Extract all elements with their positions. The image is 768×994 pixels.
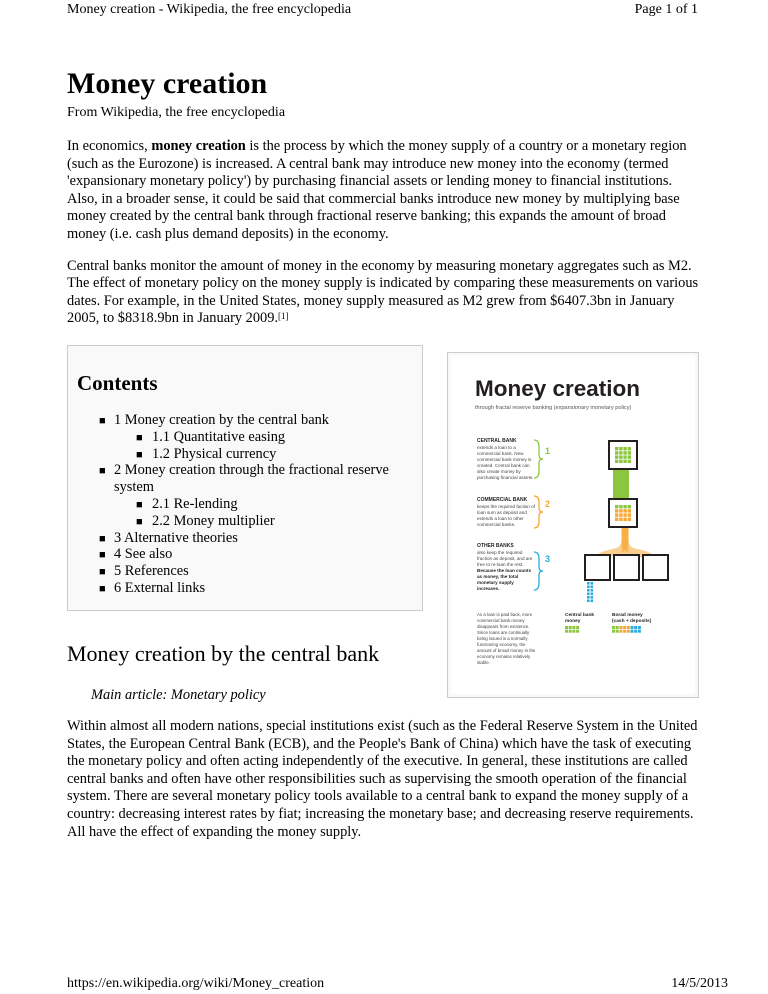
- money-square-icon: [587, 596, 590, 599]
- money-square-icon: [619, 509, 622, 512]
- other-bank-box-icon: [585, 555, 610, 580]
- other-banks-heading: OTHER BANKS: [477, 543, 514, 549]
- money-square-icon: [631, 626, 634, 629]
- money-square-icon: [623, 455, 626, 458]
- money-square-icon: [616, 626, 619, 629]
- money-square-icon: [619, 451, 622, 454]
- figure-text-line: increases.: [477, 586, 500, 591]
- toc-item-label[interactable]: 6 External links: [114, 579, 206, 596]
- figure-text-line: commercial bank. New: [477, 451, 524, 456]
- print-header-page: Page 1 of 1: [634, 2, 698, 17]
- toc-item[interactable]: [68, 429, 422, 446]
- money-square-icon: [619, 513, 622, 516]
- intro-text-rest: is the process by which the money supply of a country or a monetary region (such as the Eurozone) is increased. A central bank may introduce new money into the economy (termed 'expansionary monetary policy') by purchasing financial assets or lending money to financial institutions. Also, in a broader sense, it could be said that commercial banks introduce new money by multiplying base money created by the central bank through fractional reserve banking; this expands the amount of broad money (i.e. cash plus demand deposits) in the economy.: [67, 138, 687, 242]
- figure-text-line: monetary supply: [477, 580, 514, 585]
- article-body: [67, 64, 699, 342]
- money-square-icon: [615, 513, 618, 516]
- money-square-icon: [616, 630, 619, 633]
- bullet-icon: ■: [99, 532, 106, 545]
- figure-text-line: also keep the required: [477, 550, 523, 555]
- money-square-icon: [634, 626, 637, 629]
- money-square-icon: [591, 600, 594, 603]
- money-square-icon: [615, 518, 618, 521]
- table-of-contents: [67, 345, 423, 611]
- section-paragraph: Within almost all modern nations, special institutions exist (such as the Federal Reserve System in the United States, the European Central Bank (ECB), and the People's Bank of China) which have the task of executing the monetary policy and often acting independently of the executive. In general, these institutions are called central banks and often have other responsibilities such as supervising the smooth operation of the financial system. There are several monetary policy tools available to a central bank to expand the money supply of a country: decreasing interest rates by fiat; increasing the monetary base; and decreasing reserve requirements. All have the effect of expanding the money supply.: [67, 718, 698, 840]
- commercial-bank-box-icon: [609, 499, 637, 527]
- money-square-icon: [628, 513, 631, 516]
- money-square-icon: [623, 451, 626, 454]
- money-square-icon: [627, 630, 630, 633]
- legend-broad-money: Borad money: [612, 613, 643, 618]
- money-square-icon: [628, 505, 631, 508]
- figure-text-line: being issued is a normally: [477, 636, 528, 641]
- money-square-icon: [615, 505, 618, 508]
- intro-text: In economics,: [67, 138, 152, 154]
- money-square-icon: [615, 509, 618, 512]
- bullet-icon: ■: [99, 549, 106, 562]
- figure-text-line: created. Central bank can: [477, 463, 530, 468]
- toc-item[interactable]: [68, 496, 422, 513]
- toc-item-label[interactable]: 5 References: [114, 563, 189, 580]
- money-square-icon: [623, 513, 626, 516]
- figure-text-line: keeps the required faction of: [477, 504, 535, 509]
- m2-text: Central banks monitor the amount of money in the economy by measuring monetary aggregates such as M2. The effect of monetary policy on the money supply is indicated by comparing these measurements on various dates. For example, in the United States, money supply measured as M2 grew from $6407.3bn in January 2005, to $8318.9bn in January 2009.: [67, 257, 699, 327]
- bullet-icon: ■: [136, 515, 143, 528]
- bullet-icon: ■: [136, 498, 143, 511]
- figure-title: Money creation: [475, 376, 641, 401]
- step-3-label: 3: [545, 554, 551, 564]
- money-square-icon: [619, 447, 622, 450]
- money-square-icon: [628, 518, 631, 521]
- money-square-icon: [572, 626, 575, 629]
- intro-term: money creation: [151, 138, 246, 154]
- money-square-icon: [576, 626, 579, 629]
- toc-item[interactable]: [68, 546, 422, 563]
- money-square-icon: [572, 630, 575, 633]
- central-bank-box-icon: [609, 441, 637, 469]
- toc-item-label[interactable]: 4 See also: [114, 546, 173, 563]
- money-square-icon: [628, 509, 631, 512]
- figure-text-line: commercial bank money is: [477, 457, 532, 462]
- money-square-icon: [612, 630, 615, 633]
- section-central-bank: [67, 640, 699, 855]
- print-header-title: Money creation - Wikipedia, the free encyclopedia: [67, 2, 352, 17]
- page-title: Money creation: [67, 67, 268, 100]
- toc-item-label[interactable]: 3 Alternative theories: [114, 529, 238, 546]
- money-square-icon: [565, 626, 568, 629]
- bullet-icon: ■: [99, 582, 106, 595]
- toc-item[interactable]: [68, 563, 422, 580]
- money-square-icon: [587, 600, 590, 603]
- bullet-icon: ■: [136, 431, 143, 444]
- toc-item-label[interactable]: 2 Money creation through the fractional reserve system: [114, 462, 389, 496]
- figure-text-line: as money, the total: [477, 574, 519, 579]
- money-square-icon: [569, 630, 572, 633]
- money-square-icon: [612, 626, 615, 629]
- step-2-label: 2: [545, 499, 551, 509]
- money-square-icon: [591, 582, 594, 585]
- money-square-icon: [619, 630, 622, 633]
- money-square-icon: [623, 505, 626, 508]
- m2-paragraph: [67, 258, 699, 328]
- money-square-icon: [634, 630, 637, 633]
- intro-paragraph: [67, 138, 699, 244]
- money-square-icon: [587, 586, 590, 589]
- other-bank-box-icon: [614, 555, 639, 580]
- step-1-label: 1: [545, 446, 551, 456]
- money-square-icon: [619, 626, 622, 629]
- money-square-icon: [615, 447, 618, 450]
- section-heading: Money creation by the central bank: [67, 641, 380, 666]
- print-footer-date: 14/5/2013: [671, 976, 728, 991]
- toc-item-label[interactable]: 1.1 Quantitative easing: [152, 428, 286, 445]
- money-square-icon: [623, 630, 626, 633]
- money-square-icon: [628, 447, 631, 450]
- figure-text-line: commercial banks.: [477, 522, 516, 527]
- figure-text-line: economy remains relatively: [477, 654, 531, 659]
- money-square-icon: [619, 460, 622, 463]
- legend-broad-money-detail: (cash + deposits): [612, 619, 652, 624]
- money-square-icon: [628, 460, 631, 463]
- bullet-icon: ■: [136, 448, 143, 461]
- toc-title: Contents: [77, 371, 158, 395]
- page-subtitle: From Wikipedia, the free encyclopedia: [67, 105, 286, 120]
- money-square-icon: [615, 451, 618, 454]
- toc-item[interactable]: [68, 446, 422, 463]
- money-square-icon: [619, 455, 622, 458]
- toc-item[interactable]: [68, 580, 422, 597]
- toc-item-label[interactable]: 2.2 Money multiplier: [152, 512, 275, 529]
- money-square-icon: [619, 505, 622, 508]
- bullet-icon: ■: [99, 566, 106, 579]
- money-square-icon: [587, 589, 590, 592]
- figure-text-line: fraction as deposit, and are: [477, 556, 533, 561]
- money-square-icon: [628, 455, 631, 458]
- toc-item[interactable]: [68, 412, 422, 429]
- other-bank-box-icon: [643, 555, 668, 580]
- bullet-icon: ■: [99, 415, 106, 427]
- figure-text-line: disappears from existence.: [477, 624, 530, 629]
- money-square-icon: [628, 451, 631, 454]
- money-square-icon: [623, 626, 626, 629]
- toc-item[interactable]: [68, 462, 422, 496]
- print-footer-url: https://en.wikipedia.org/wiki/Money_creation: [67, 976, 325, 991]
- money-square-icon: [576, 630, 579, 633]
- figure-text-line: As a loan is paid back, more: [477, 612, 533, 617]
- figure-text-line: functioning economy, the: [477, 642, 526, 647]
- figure-text-line: purchasing financial assets.: [477, 475, 534, 480]
- figure-text-line: loan sum as deposit and: [477, 510, 527, 515]
- figure-text-line: commercial bank money: [477, 618, 525, 623]
- money-square-icon: [587, 582, 590, 585]
- toc-item[interactable]: [68, 513, 422, 530]
- figure-text-line: stable.: [477, 660, 490, 665]
- money-square-icon: [615, 460, 618, 463]
- reference-link[interactable]: [1]: [278, 311, 289, 322]
- money-square-icon: [587, 593, 590, 596]
- money-square-icon: [623, 509, 626, 512]
- money-square-icon: [565, 630, 568, 633]
- money-square-icon: [638, 630, 641, 633]
- figure-text-line: Because the loan counts: [477, 568, 532, 573]
- figure-subtitle: through fractal reserve banking (expansionary monetary policy): [475, 405, 632, 411]
- money-square-icon: [619, 518, 622, 521]
- money-square-icon: [591, 593, 594, 596]
- money-square-icon: [591, 586, 594, 589]
- figure-text-line: extends a loan to other: [477, 516, 524, 521]
- main-article-hatnote[interactable]: Main article: Monetary policy: [91, 687, 266, 703]
- money-square-icon: [627, 626, 630, 629]
- figure-text-line: also create money by: [477, 469, 521, 474]
- toc-list: [68, 412, 422, 597]
- toc-item-label[interactable]: 1 Money creation by the central bank: [114, 412, 329, 428]
- bullet-icon: ■: [99, 465, 106, 478]
- commercial-bank-heading: COMMERCIAL BANK: [477, 497, 528, 503]
- money-square-icon: [631, 630, 634, 633]
- money-square-icon: [615, 455, 618, 458]
- figure-text-line: free to re-loan the rest.: [477, 562, 524, 567]
- figure-text-line: extends a loan to a: [477, 445, 516, 450]
- money-square-icon: [623, 460, 626, 463]
- figure-text-line: Since loans are continually: [477, 630, 530, 635]
- money-square-icon: [569, 626, 572, 629]
- legend-central-bank: Central bank: [565, 613, 595, 618]
- money-square-icon: [623, 447, 626, 450]
- money-square-icon: [623, 518, 626, 521]
- legend-central-bank-money: money: [565, 619, 581, 624]
- toc-item-label[interactable]: 2.1 Re-lending: [152, 495, 238, 512]
- figure-text-line: amount of broad money in the: [477, 648, 536, 653]
- money-square-icon: [591, 596, 594, 599]
- toc-item-label[interactable]: 1.2 Physical currency: [152, 445, 277, 462]
- money-square-icon: [591, 589, 594, 592]
- central-bank-heading: CENTRAL BANK: [477, 438, 517, 444]
- toc-item[interactable]: [68, 530, 422, 547]
- money-square-icon: [638, 626, 641, 629]
